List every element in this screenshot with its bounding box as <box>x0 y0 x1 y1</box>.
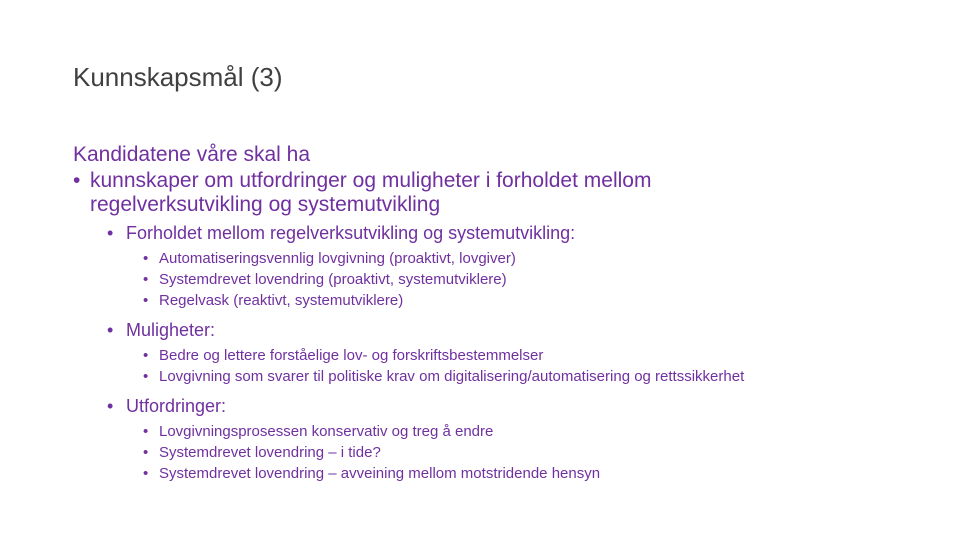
bullet-icon: • <box>143 292 149 309</box>
list-item-text: Regelvask (reaktivt, systemutviklere) <box>159 292 404 309</box>
sub-bullets <box>107 222 913 484</box>
list-item <box>143 345 913 366</box>
list-item <box>143 290 913 311</box>
main-bullet <box>73 169 913 217</box>
list-item <box>143 366 913 387</box>
main-bullet-line-1: kunnskaper om utfordringer og muligheter i forholdet mellom <box>90 169 652 192</box>
bullet-icon: • <box>143 250 149 267</box>
list-item-text: Lovgivning som svarer til politiske krav om digitalisering/automatisering og rettssikkerhet <box>159 368 745 385</box>
bullet-icon: • <box>143 465 149 482</box>
list-item-text: Systemdrevet lovendring – avveining mellom motstridende hensyn <box>159 465 601 482</box>
bullet-icon: • <box>107 320 114 340</box>
bullet-icon: • <box>107 396 114 416</box>
bullet-icon: • <box>143 444 149 461</box>
sub-heading-relationship <box>107 222 913 244</box>
main-bullet-line-2: regelverksutvikling og systemutvikling <box>90 193 441 216</box>
bullet-icon: • <box>143 423 149 440</box>
list-item <box>143 269 913 290</box>
sub-heading-challenges <box>107 395 913 417</box>
list-item-text: Systemdrevet lovendring – i tide? <box>159 444 381 461</box>
bullet-icon: • <box>143 368 149 385</box>
bullet-icon: • <box>143 271 149 288</box>
slide-body <box>73 142 913 484</box>
bullet-icon: • <box>107 223 114 243</box>
bullet-icon: • <box>73 169 81 192</box>
sub-heading-text: Forholdet mellom regelverksutvikling og systemutvikling: <box>126 223 576 243</box>
sub-heading-text: Muligheter: <box>126 320 216 340</box>
list-item <box>143 248 913 269</box>
list-item-text: Lovgivningsprosessen konservativ og treg å endre <box>159 423 494 440</box>
sub-heading-opportunities <box>107 319 913 341</box>
list-item-text: Systemdrevet lovendring (proaktivt, systemutviklere) <box>159 271 507 288</box>
list-item <box>143 421 913 442</box>
bullet-icon: • <box>143 347 149 364</box>
list-item-text: Bedre og lettere forståelige lov- og forskriftsbestemmelser <box>159 347 544 364</box>
lead-text: Kandidatene våre skal ha <box>73 143 310 166</box>
list-item <box>143 442 913 463</box>
list-item-text: Automatiseringsvennlig lovgivning (proaktivt, lovgiver) <box>159 250 516 267</box>
sub-heading-text: Utfordringer: <box>126 396 227 416</box>
list-item <box>143 463 913 484</box>
slide-title: Kunnskapsmål (3) <box>73 62 283 92</box>
